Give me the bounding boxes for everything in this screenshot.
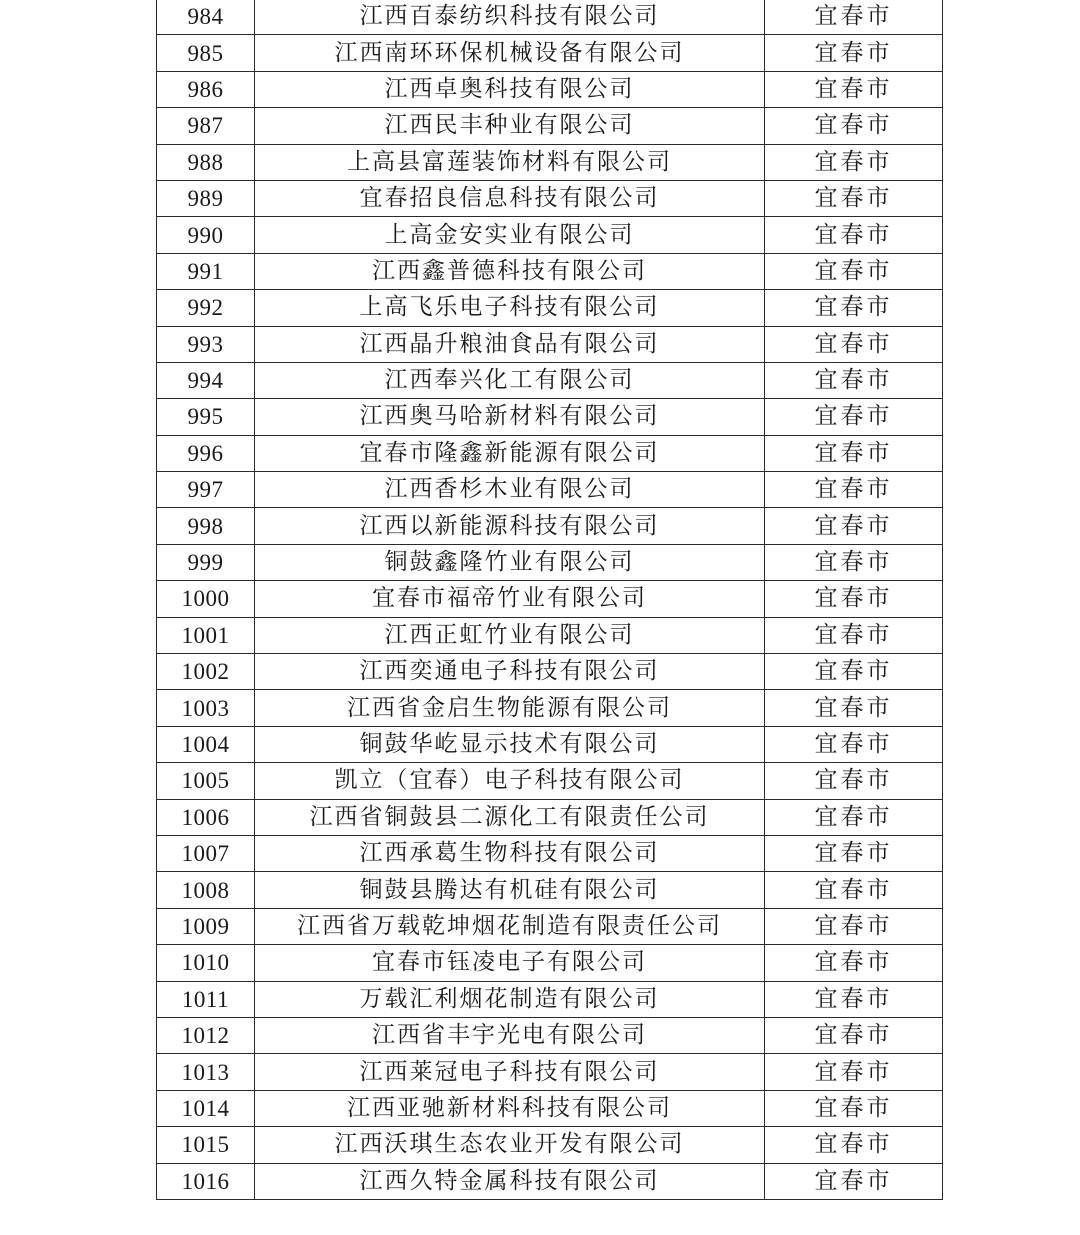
- row-number-cell: 986: [157, 71, 255, 107]
- city-cell: 宜春市: [765, 253, 943, 289]
- company-name-cell: 江西百泰纺织科技有限公司: [255, 0, 765, 35]
- company-name-cell: 江西亚驰新材料科技有限公司: [255, 1090, 765, 1126]
- city-cell: 宜春市: [765, 144, 943, 180]
- city-cell: 宜春市: [765, 1090, 943, 1126]
- row-number-cell: 1003: [157, 690, 255, 726]
- table-row: [157, 581, 943, 617]
- table-row: [157, 1127, 943, 1163]
- row-number-cell: 1015: [157, 1127, 255, 1163]
- company-name-cell: 江西省万载乾坤烟花制造有限责任公司: [255, 908, 765, 944]
- table-row: [157, 108, 943, 144]
- company-name-cell: 宜春市隆鑫新能源有限公司: [255, 435, 765, 471]
- table-row: [157, 399, 943, 435]
- company-name-cell: 江西奉兴化工有限公司: [255, 362, 765, 398]
- row-number-cell: 1016: [157, 1163, 255, 1199]
- company-name-cell: 江西香杉木业有限公司: [255, 472, 765, 508]
- table-row: [157, 144, 943, 180]
- row-number-cell: 997: [157, 472, 255, 508]
- company-name-cell: 上高金安实业有限公司: [255, 217, 765, 253]
- row-number-cell: 989: [157, 180, 255, 216]
- row-number-cell: 1008: [157, 872, 255, 908]
- table-row: [157, 544, 943, 580]
- city-cell: 宜春市: [765, 35, 943, 71]
- city-cell: 宜春市: [765, 435, 943, 471]
- city-cell: 宜春市: [765, 617, 943, 653]
- city-cell: 宜春市: [765, 799, 943, 835]
- row-number-cell: 1000: [157, 581, 255, 617]
- city-cell: 宜春市: [765, 763, 943, 799]
- row-number-cell: 1007: [157, 835, 255, 871]
- table-row: [157, 872, 943, 908]
- city-cell: 宜春市: [765, 544, 943, 580]
- city-cell: 宜春市: [765, 508, 943, 544]
- table-row: [157, 362, 943, 398]
- company-name-cell: 上高县富莲装饰材料有限公司: [255, 144, 765, 180]
- company-name-cell: 江西奕通电子科技有限公司: [255, 654, 765, 690]
- table-row: [157, 1163, 943, 1199]
- city-cell: 宜春市: [765, 1127, 943, 1163]
- city-cell: 宜春市: [765, 1017, 943, 1053]
- city-cell: 宜春市: [765, 581, 943, 617]
- company-list-table: [156, 0, 943, 1200]
- company-name-cell: 江西莱冠电子科技有限公司: [255, 1054, 765, 1090]
- city-cell: 宜春市: [765, 472, 943, 508]
- row-number-cell: 990: [157, 217, 255, 253]
- city-cell: 宜春市: [765, 71, 943, 107]
- company-name-cell: 江西以新能源科技有限公司: [255, 508, 765, 544]
- company-name-cell: 铜鼓鑫隆竹业有限公司: [255, 544, 765, 580]
- company-name-cell: 凯立（宜春）电子科技有限公司: [255, 763, 765, 799]
- table-row: [157, 726, 943, 762]
- table-row: [157, 253, 943, 289]
- row-number-cell: 1011: [157, 981, 255, 1017]
- company-name-cell: 江西省金启生物能源有限公司: [255, 690, 765, 726]
- row-number-cell: 1006: [157, 799, 255, 835]
- company-name-cell: 江西鑫普德科技有限公司: [255, 253, 765, 289]
- table-row: [157, 508, 943, 544]
- table-row: [157, 472, 943, 508]
- table-row: [157, 71, 943, 107]
- table-row: [157, 945, 943, 981]
- row-number-cell: 1014: [157, 1090, 255, 1126]
- company-name-cell: 宜春市钰凌电子有限公司: [255, 945, 765, 981]
- city-cell: 宜春市: [765, 981, 943, 1017]
- row-number-cell: 991: [157, 253, 255, 289]
- table-row: [157, 0, 943, 35]
- table-row: [157, 763, 943, 799]
- company-name-cell: 万载汇利烟花制造有限公司: [255, 981, 765, 1017]
- row-number-cell: 1013: [157, 1054, 255, 1090]
- city-cell: 宜春市: [765, 180, 943, 216]
- city-cell: 宜春市: [765, 108, 943, 144]
- row-number-cell: 999: [157, 544, 255, 580]
- table-row: [157, 690, 943, 726]
- company-name-cell: 江西晶升粮油食品有限公司: [255, 326, 765, 362]
- row-number-cell: 994: [157, 362, 255, 398]
- row-number-cell: 1010: [157, 945, 255, 981]
- company-name-cell: 江西卓奥科技有限公司: [255, 71, 765, 107]
- row-number-cell: 992: [157, 290, 255, 326]
- row-number-cell: 1002: [157, 654, 255, 690]
- city-cell: 宜春市: [765, 690, 943, 726]
- row-number-cell: 1005: [157, 763, 255, 799]
- company-name-cell: 宜春市福帝竹业有限公司: [255, 581, 765, 617]
- table-row: [157, 435, 943, 471]
- company-name-cell: 江西奥马哈新材料有限公司: [255, 399, 765, 435]
- city-cell: 宜春市: [765, 835, 943, 871]
- city-cell: 宜春市: [765, 326, 943, 362]
- city-cell: 宜春市: [765, 362, 943, 398]
- row-number-cell: 993: [157, 326, 255, 362]
- table-row: [157, 1054, 943, 1090]
- table-row: [157, 981, 943, 1017]
- table-row: [157, 35, 943, 71]
- company-name-cell: 江西省铜鼓县二源化工有限责任公司: [255, 799, 765, 835]
- company-name-cell: 江西南环环保机械设备有限公司: [255, 35, 765, 71]
- table-row: [157, 1017, 943, 1053]
- table-row: [157, 835, 943, 871]
- city-cell: 宜春市: [765, 1054, 943, 1090]
- company-name-cell: 江西民丰种业有限公司: [255, 108, 765, 144]
- row-number-cell: 996: [157, 435, 255, 471]
- company-list-body: [157, 0, 943, 1199]
- table-row: [157, 180, 943, 216]
- city-cell: 宜春市: [765, 654, 943, 690]
- city-cell: 宜春市: [765, 726, 943, 762]
- row-number-cell: 1009: [157, 908, 255, 944]
- city-cell: 宜春市: [765, 217, 943, 253]
- company-name-cell: 上高飞乐电子科技有限公司: [255, 290, 765, 326]
- company-name-cell: 铜鼓县腾达有机硅有限公司: [255, 872, 765, 908]
- row-number-cell: 988: [157, 144, 255, 180]
- row-number-cell: 998: [157, 508, 255, 544]
- row-number-cell: 985: [157, 35, 255, 71]
- table-row: [157, 617, 943, 653]
- city-cell: 宜春市: [765, 1163, 943, 1199]
- company-name-cell: 宜春招良信息科技有限公司: [255, 180, 765, 216]
- city-cell: 宜春市: [765, 945, 943, 981]
- company-name-cell: 江西省丰宇光电有限公司: [255, 1017, 765, 1053]
- table-row: [157, 326, 943, 362]
- company-name-cell: 江西正虹竹业有限公司: [255, 617, 765, 653]
- table-row: [157, 217, 943, 253]
- city-cell: 宜春市: [765, 0, 943, 35]
- row-number-cell: 984: [157, 0, 255, 35]
- row-number-cell: 1004: [157, 726, 255, 762]
- table-row: [157, 799, 943, 835]
- table-row: [157, 908, 943, 944]
- city-cell: 宜春市: [765, 908, 943, 944]
- table-row: [157, 290, 943, 326]
- table-row: [157, 1090, 943, 1126]
- city-cell: 宜春市: [765, 399, 943, 435]
- company-name-cell: 铜鼓华屹显示技术有限公司: [255, 726, 765, 762]
- company-name-cell: 江西沃琪生态农业开发有限公司: [255, 1127, 765, 1163]
- company-name-cell: 江西久特金属科技有限公司: [255, 1163, 765, 1199]
- company-name-cell: 江西承葛生物科技有限公司: [255, 835, 765, 871]
- table-row: [157, 654, 943, 690]
- row-number-cell: 1012: [157, 1017, 255, 1053]
- row-number-cell: 987: [157, 108, 255, 144]
- city-cell: 宜春市: [765, 872, 943, 908]
- row-number-cell: 1001: [157, 617, 255, 653]
- city-cell: 宜春市: [765, 290, 943, 326]
- row-number-cell: 995: [157, 399, 255, 435]
